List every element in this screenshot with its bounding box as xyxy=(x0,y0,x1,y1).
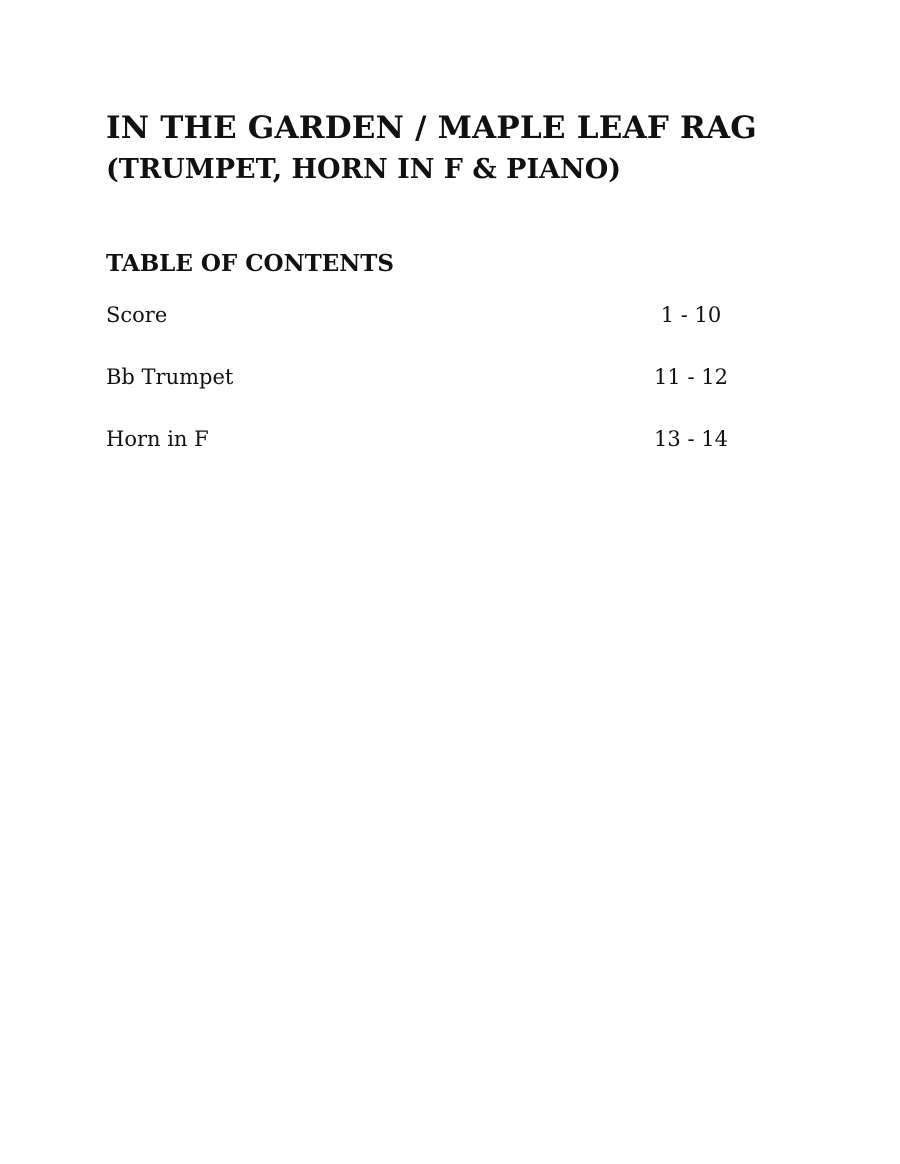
toc-entry-pages: 13 - 14 xyxy=(654,427,728,451)
toc-entry-label: Horn in F xyxy=(106,427,209,451)
toc-entry-label: Score xyxy=(106,303,168,327)
document-subtitle: (TRUMPET, HORN IN F & PIANO) xyxy=(106,154,622,185)
toc-entry-bb-trumpet xyxy=(106,362,746,424)
toc-entry-pages: 11 - 12 xyxy=(654,365,728,389)
toc-entry-pages: 1 - 10 xyxy=(660,303,722,327)
toc-list xyxy=(106,300,746,486)
toc-entry-label: Bb Trumpet xyxy=(106,365,234,389)
toc-entry-horn-in-f xyxy=(106,424,746,486)
toc-entry-score xyxy=(106,300,746,362)
toc-heading: TABLE OF CONTENTS xyxy=(106,250,394,277)
document-title: IN THE GARDEN / MAPLE LEAF RAG xyxy=(106,110,757,146)
